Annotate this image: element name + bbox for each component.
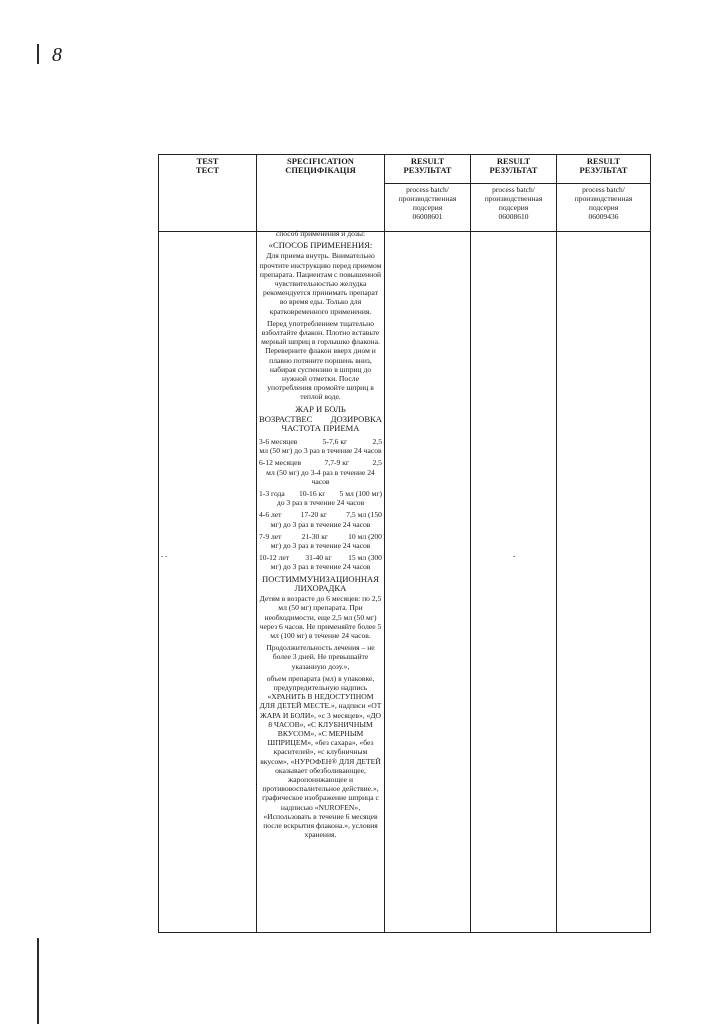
col-dose: ДОЗИРОВКА [330,413,382,424]
dose-age: 10-12 лет [259,553,290,563]
batch-cell-1: process batch/ производственная подсерия 06008601 [385,184,471,232]
result-cell-1 [385,232,471,933]
test-cell [159,232,257,933]
dose-age: 6-12 месяцев [259,458,302,468]
col-frequency: ЧАСТОТА ПРИЕМА [281,423,360,434]
body-row [159,232,651,933]
scan-edge-mark-bottom [37,938,39,1024]
spec-fever-title: ЖАР И БОЛЬ [295,403,346,414]
spec-intro: способ применения и дозы: [275,229,366,238]
dose-dose: 15 мл (300 [348,553,382,563]
batch-cell-2: process batch/ производственная подсерия 06008610 [471,184,557,232]
result-dash: - [513,552,516,560]
result-cell-2 [471,232,557,933]
specification-table [158,154,651,933]
dose-dose: 7,5 мл (150 [346,510,382,520]
dose-row [257,489,384,507]
scan-edge-mark-top [37,44,39,64]
dose-row [257,458,384,486]
col-weight: ВЕС [295,413,313,424]
header-specification: SPECIFICATION СПЕЦИФІКАЦІЯ [257,155,385,232]
spec-post-title: ПОСТИММУНИЗАЦИОННАЯ ЛИХОРАДКА [262,573,379,593]
dose-rows [257,437,384,572]
dose-age: 4-6 лет [259,510,282,520]
spec-paragraph-4: Продолжительность лечения – не более 3 дней. Не превышайте указанную дозу.», [266,643,375,671]
dose-frequency: мл (50 мг) до 3-4 раз в течение 24 часов [266,467,375,486]
test-dash: - - [161,552,168,560]
dose-frequency: до 3 раз в течение 24 часов [276,498,365,508]
dose-weight: 10-16 кг [298,489,326,499]
dose-weight: 31-40 кг [305,553,332,563]
dose-frequency: мг) до 3 раз в течение 24 часов [270,519,371,529]
dose-frequency: мг) до 3 раз в течение 24 часов [270,541,371,551]
specification-cell [257,229,385,933]
dose-age: 1-3 года [259,489,285,499]
dose-dose: 2,5 [372,437,382,447]
dose-row [257,437,384,455]
dose-weight: 7,7-9 кг [324,458,350,468]
dose-frequency: мг) до 3 раз в течение 24 часов [270,562,371,572]
batch-cell-3: process batch/ производственная подсерия 06009436 [557,184,651,232]
dose-age: 3-6 месяцев [259,437,298,447]
dose-dose: 5 мл (100 мг) [339,489,382,499]
spec-paragraph-5: объем препарата (мл) в упаковке, предупредительную надпись «ХРАНИТЬ В НЕДОСТУПНОМ ДЛЯ ДЕТЕЙ МЕСТЕ.», надписи «ОТ ЖАРА И БОЛИ», «с 3 месяцев», «ДО 8 ЧАСОВ», «С КЛУБНИЧНЫМ ВКУСОМ», «С МЕРНЫМ ШПРИЦЕМ», «без сахара», «без красителей», «с клубничным вкусом», «НУРОФЕН® ДЛЯ ДЕТЕЙ оказывает обезболивающее, жаропонижающее и противовоспалительное действие.», графическое изображение шприца с надписью «NUROFEN», «Использовать в течение 6 месяцев после вскрытия флакона.», условия хранения. [259,673,382,840]
page-number-mark: 8 [52,44,62,66]
header-result-1: RESULT РЕЗУЛЬТАТ [385,155,471,184]
col-age: ВОЗРАСТ [259,413,296,424]
header-result-3: RESULT РЕЗУЛЬТАТ [557,155,651,184]
dose-row [257,510,384,528]
dose-dose: 2,5 [372,458,382,468]
dose-weight: 5-7,6 кг [322,437,348,447]
header-row [159,155,651,184]
dose-row [257,553,384,571]
dose-dose: 10 мл (200 [348,531,382,541]
spec-paragraph-1: Для приема внутрь. Внимательно прочтите инструкцию перед приемом препарата. Пациентам с повышенной чувствительностью желудка рекомендуется принимать препарат во время еды. Только для кратковременного применения. [259,251,382,316]
dose-age: 7-9 лет [259,531,282,541]
header-result-2: RESULT РЕЗУЛЬТАТ [471,155,557,184]
spec-paragraph-3: Детям в возрасте до 6 месяцев: по 2,5 мл (50 мг) препарата. При необходимости, еще 2,5 мл (50 мг) через 6 часов. Не применяйте более 5 мл (100 мг) в течение 24 часов. [259,594,382,640]
dose-frequency: мл (50 мг) до 3 раз в течение 24 часов [259,446,382,456]
spec-paragraph-2: Перед употреблением тщательно взболтайте флакон. Плотно вставьте мерный шприц в горлышко флакона. Переверните флакон вверх дном и плавно потяните поршень вниз, набирая суспензию в шприц до нужной отметки. После употребления промойте шприц в теплой воде. [261,318,380,402]
dose-weight: 21-30 кг [301,531,328,541]
header-test: TEST ТЕСТ [159,155,257,232]
result-cell-3 [557,232,651,933]
dose-table-header [257,415,384,434]
dose-weight: 17-20 кг [300,510,328,520]
dose-row [257,532,384,550]
spec-method-title: «СПОСОБ ПРИМЕНЕНИЯ: [268,240,373,251]
